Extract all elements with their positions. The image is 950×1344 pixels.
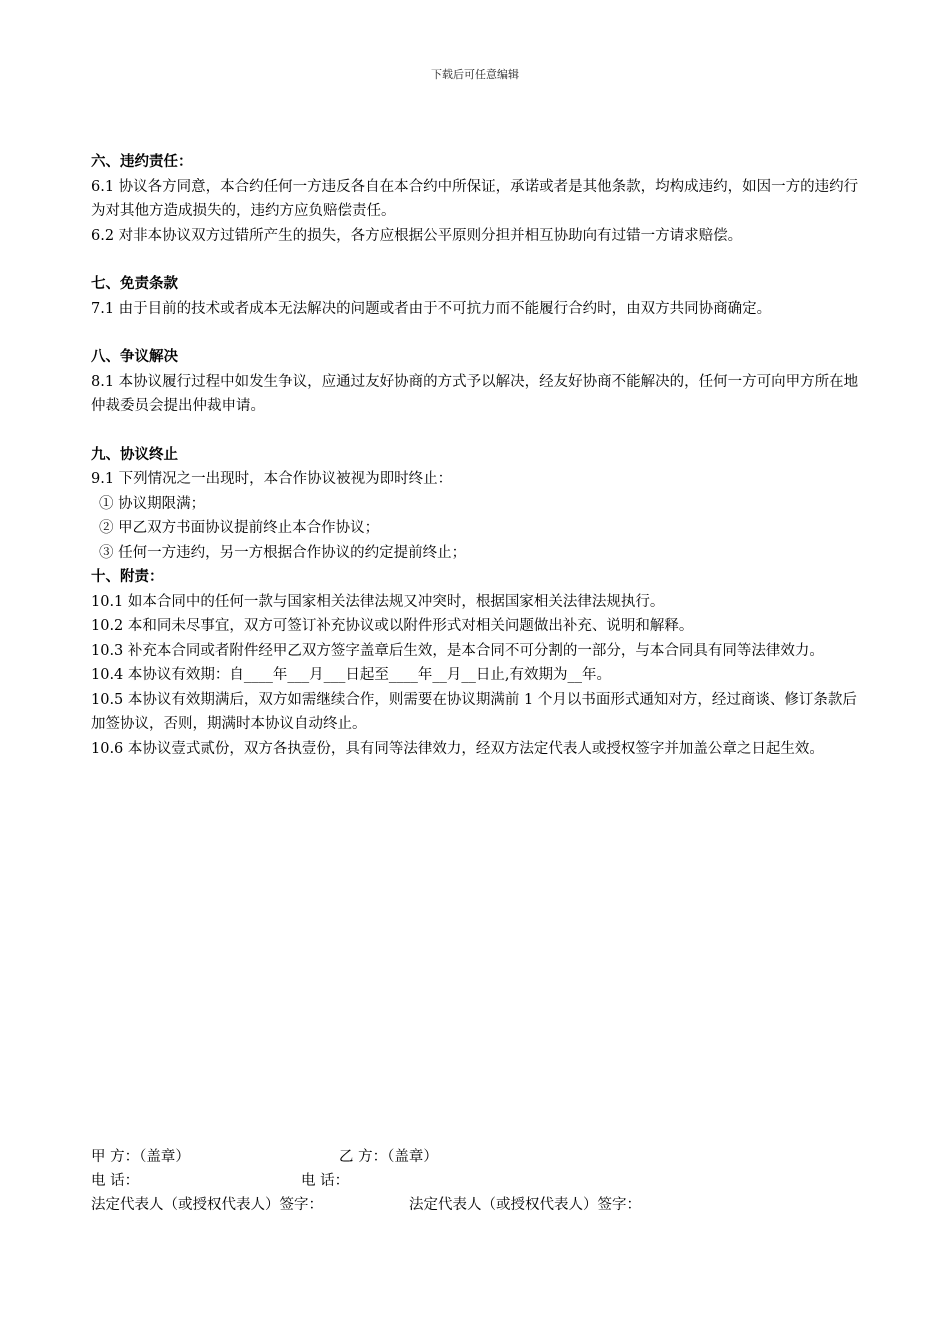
spacer	[91, 248, 871, 272]
section-breach-liability	[91, 150, 871, 248]
termination-item: ③ 任何一方违约，另一方根据合作协议的约定提前终止；	[99, 544, 467, 561]
section-title: 六、违约责任：	[91, 153, 193, 170]
spacer	[91, 419, 871, 443]
section-supplementary	[91, 565, 871, 761]
clause-6-2: 6.2 对非本协议双方过错所产生的损失，各方应根据公平原则分担并相互协助向有过错一方请求赔偿。	[91, 227, 743, 244]
header-note: 下载后可任意编辑	[431, 68, 519, 81]
termination-item: ② 甲乙双方书面协议提前终止本合作协议；	[99, 520, 380, 536]
clause-10-5: 10.5 本协议有效期满后，双方如需继续合作，则需要在协议期满前 1 个月以书面形式通知对方，经过商谈、修订条款后加签协议，否则，期满时本协议自动终止。	[91, 691, 857, 732]
party-b-label: 乙 方：（盖章）	[339, 1149, 438, 1165]
section-title: 八、争议解决	[91, 348, 178, 365]
contract-body	[91, 150, 871, 761]
section-termination	[91, 443, 871, 566]
section-exemption	[91, 272, 871, 321]
phone-b-label: 电 话：	[301, 1173, 350, 1189]
spacer	[91, 321, 871, 345]
signature-row-rep	[91, 1193, 871, 1217]
clause-9-1: 9.1 下列情况之一出现时，本合作协议被视为即时终止：	[91, 471, 453, 487]
clause-8-1: 8.1 本协议履行过程中如发生争议，应通过友好协商的方式予以解决，经友好协商不能解决的，任何一方可向甲方所在地仲裁委员会提出仲裁申请。	[91, 373, 859, 414]
termination-item: ① 协议期限满；	[99, 495, 206, 512]
section-dispute	[91, 345, 871, 419]
clause-10-4: 10.4 本协议有效期：自____年___月___日起至____年__月__日止,有效期为__年。	[91, 667, 612, 683]
section-title: 七、免责条款	[91, 275, 178, 292]
section-title: 十、附责：	[91, 568, 164, 585]
signature-block	[91, 1145, 871, 1217]
rep-a-label: 法定代表人（或授权代表人）签字：	[91, 1197, 323, 1213]
party-a-label: 甲 方：（盖章）	[91, 1149, 190, 1165]
clause-6-1: 6.1 协议各方同意，本合约任何一方违反各自在本合约中所保证，承诺或者是其他条款，均构成违约，如因一方的违约行为对其他方造成损失的，违约方应负赔偿责任。	[91, 178, 859, 219]
clause-10-1: 10.1 如本合同中的任何一款与国家相关法律法规又冲突时，根据国家相关法律法规执行。	[91, 593, 665, 610]
clause-10-2: 10.2 本和同未尽事宜，双方可签订补充协议或以附件形式对相关问题做出补充、说明和解释。	[91, 618, 694, 634]
section-title: 九、协议终止	[91, 445, 178, 463]
clause-7-1: 7.1 由于目前的技术或者成本无法解决的问题或者由于不可抗力而不能履行合约时，由双方共同协商确定。	[91, 300, 772, 317]
rep-b-label: 法定代表人（或授权代表人）签字：	[409, 1197, 641, 1213]
signature-row-phone	[91, 1169, 871, 1193]
phone-a-label: 电 话：	[91, 1173, 140, 1189]
clause-10-3: 10.3 补充本合同或者附件经甲乙双方签字盖章后生效，是本合同不可分割的一部分，与本合同具有同等法律效力。	[91, 642, 824, 659]
clause-10-6: 10.6 本协议壹式贰份，双方各执壹份，具有同等法律效力，经双方法定代表人或授权签字并加盖公章之日起生效。	[91, 740, 824, 757]
signature-row-party	[91, 1145, 871, 1169]
